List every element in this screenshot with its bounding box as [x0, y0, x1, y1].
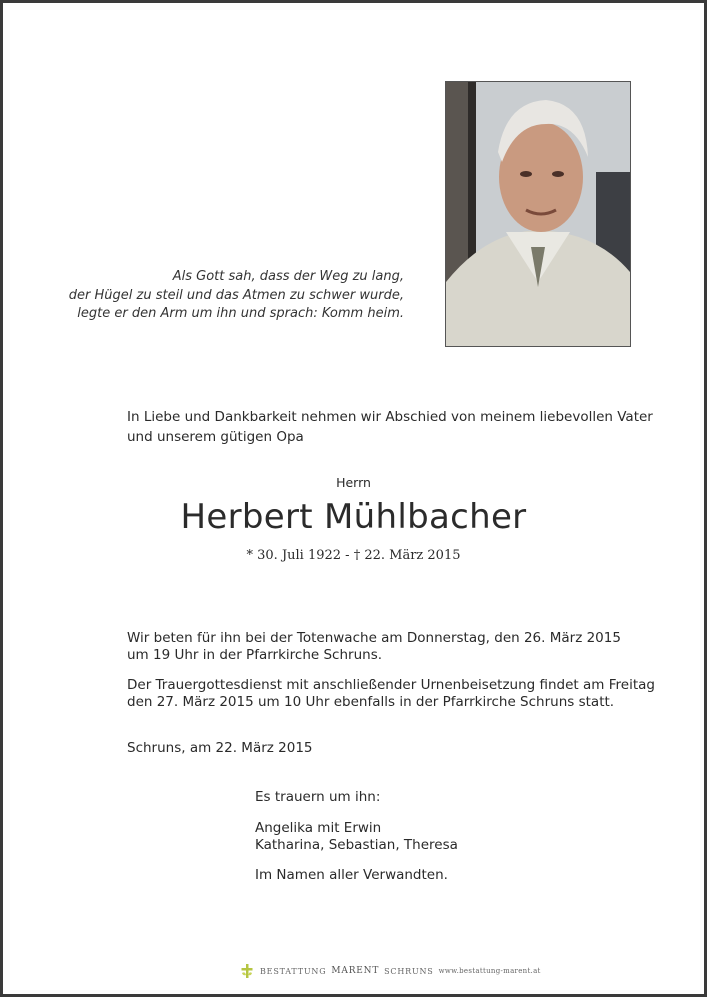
cross-leaf-icon: [239, 963, 255, 979]
memorial-quote: [69, 268, 404, 324]
place-date: Schruns, am 22. März 2015: [127, 740, 313, 756]
quote-line: legte er den Arm um ihn und sprach: Komm heim.: [77, 306, 404, 321]
mourners-heading: Es trauern um ihn:: [255, 789, 381, 805]
mourner-name: Angelika mit Erwin: [255, 820, 382, 836]
intro-line: und unserem gütigen Opa: [127, 429, 304, 445]
funeral-line: Der Trauergottesdienst mit anschließender Urnenbeisetzung findet am Freitag: [127, 677, 655, 693]
life-dates: * 30. Juli 1922 - † 22. März 2015: [246, 548, 461, 563]
wake-line: um 19 Uhr in der Pfarrkirche Schruns.: [127, 647, 383, 663]
footer-town: SCHRUNS: [384, 966, 434, 976]
intro-line: In Liebe und Dankbarkeit nehmen wir Abschied von meinem liebevollen Vater: [127, 409, 653, 425]
salutation: Herrn: [336, 475, 371, 490]
footer-prefix: BESTATTUNG: [260, 966, 327, 976]
funeral-info: [127, 677, 655, 711]
mourner-name: Katharina, Sebastian, Theresa: [255, 837, 458, 853]
footer-brand: MARENT: [331, 966, 380, 976]
mourners-closing: Im Namen aller Verwandten.: [255, 867, 448, 883]
quote-line: Als Gott sah, dass der Weg zu lang,: [172, 269, 404, 284]
footer-url[interactable]: www.bestattung-marent.at: [438, 967, 541, 975]
mourners-list: [255, 820, 458, 854]
portrait-photo: [445, 81, 631, 347]
funeral-home-footer: [239, 963, 541, 979]
funeral-line: den 27. März 2015 um 10 Uhr ebenfalls in der Pfarrkirche Schruns statt.: [127, 694, 615, 710]
farewell-intro: [127, 407, 653, 447]
deceased-name: Herbert Mühlbacher: [180, 497, 527, 537]
quote-line: der Hügel zu steil und das Atmen zu schwer wurde,: [68, 287, 404, 303]
wake-info: [127, 630, 621, 664]
wake-line: Wir beten für ihn bei der Totenwache am Donnerstag, den 26. März 2015: [127, 630, 621, 646]
